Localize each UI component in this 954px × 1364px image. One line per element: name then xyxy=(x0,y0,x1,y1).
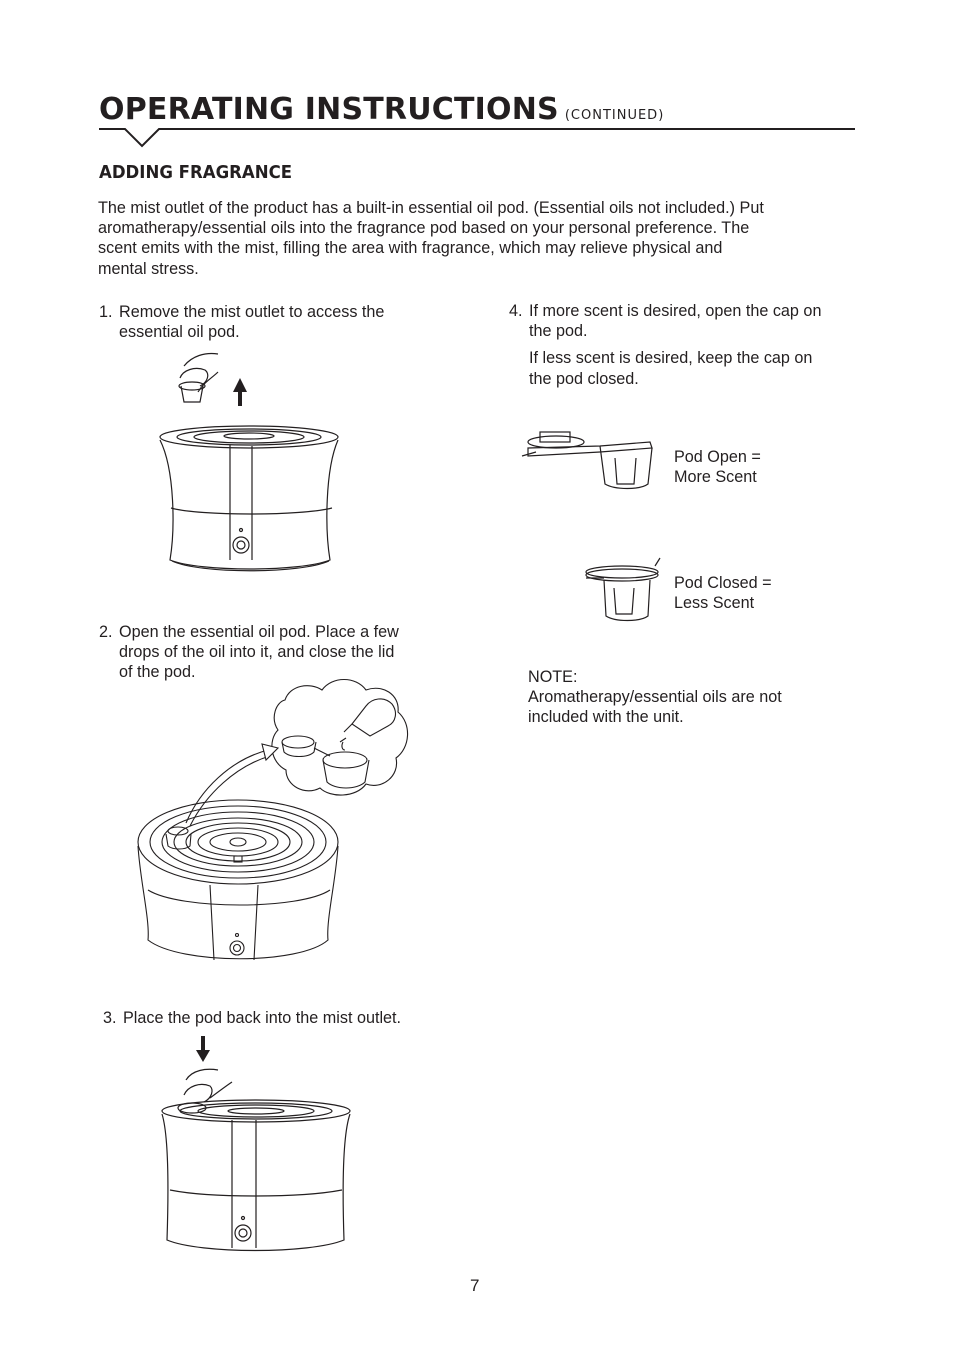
step-number: 2. xyxy=(99,623,113,641)
page-number: 7 xyxy=(470,1276,480,1295)
step-line: Remove the mist outlet to access the xyxy=(119,303,385,321)
intro-line: scent emits with the mist, filling the area with fragrance, which may relieve physical and xyxy=(98,239,723,258)
title-text: OPERATING INSTRUCTIONS xyxy=(99,92,559,127)
step-line: essential oil pod. xyxy=(119,323,240,342)
pod-closed-label xyxy=(674,573,772,613)
label-line: Less Scent xyxy=(674,594,755,613)
note-line: Aromatherapy/essential oils are not xyxy=(528,688,782,707)
step-line: Place the pod back into the mist outlet. xyxy=(123,1009,402,1027)
section-heading: ADDING FRAGRANCE xyxy=(99,162,293,183)
step-line: drops of the oil into it, and close the lid xyxy=(119,643,395,662)
step-line: the pod closed. xyxy=(529,369,639,388)
step-line: Open the essential oil pod. Place a few xyxy=(119,623,399,641)
intro-line: aromatherapy/essential oils into the fragrance pod based on your personal preference. The xyxy=(98,219,750,238)
label-line: Pod Closed = xyxy=(674,574,772,592)
note-label: NOTE: xyxy=(528,668,578,686)
step-line: the pod. xyxy=(529,322,588,341)
label-line: Pod Open = xyxy=(674,448,761,466)
intro-line: The mist outlet of the product has a built-in essential oil pod. (Essential oils not included.) Put xyxy=(98,199,764,217)
step-number: 1. xyxy=(99,303,113,321)
intro-line: mental stress. xyxy=(98,259,199,278)
label-line: More Scent xyxy=(674,468,757,487)
step-number: 3. xyxy=(103,1009,117,1027)
note-line: included with the unit. xyxy=(528,708,684,727)
step-line: of the pod. xyxy=(119,663,196,682)
title-continued: (CONTINUED) xyxy=(564,108,665,123)
step-line: If less scent is desired, keep the cap on xyxy=(529,349,813,368)
step-number: 4. xyxy=(509,302,523,320)
note xyxy=(528,667,848,728)
step-line: If more scent is desired, open the cap on xyxy=(529,302,822,320)
